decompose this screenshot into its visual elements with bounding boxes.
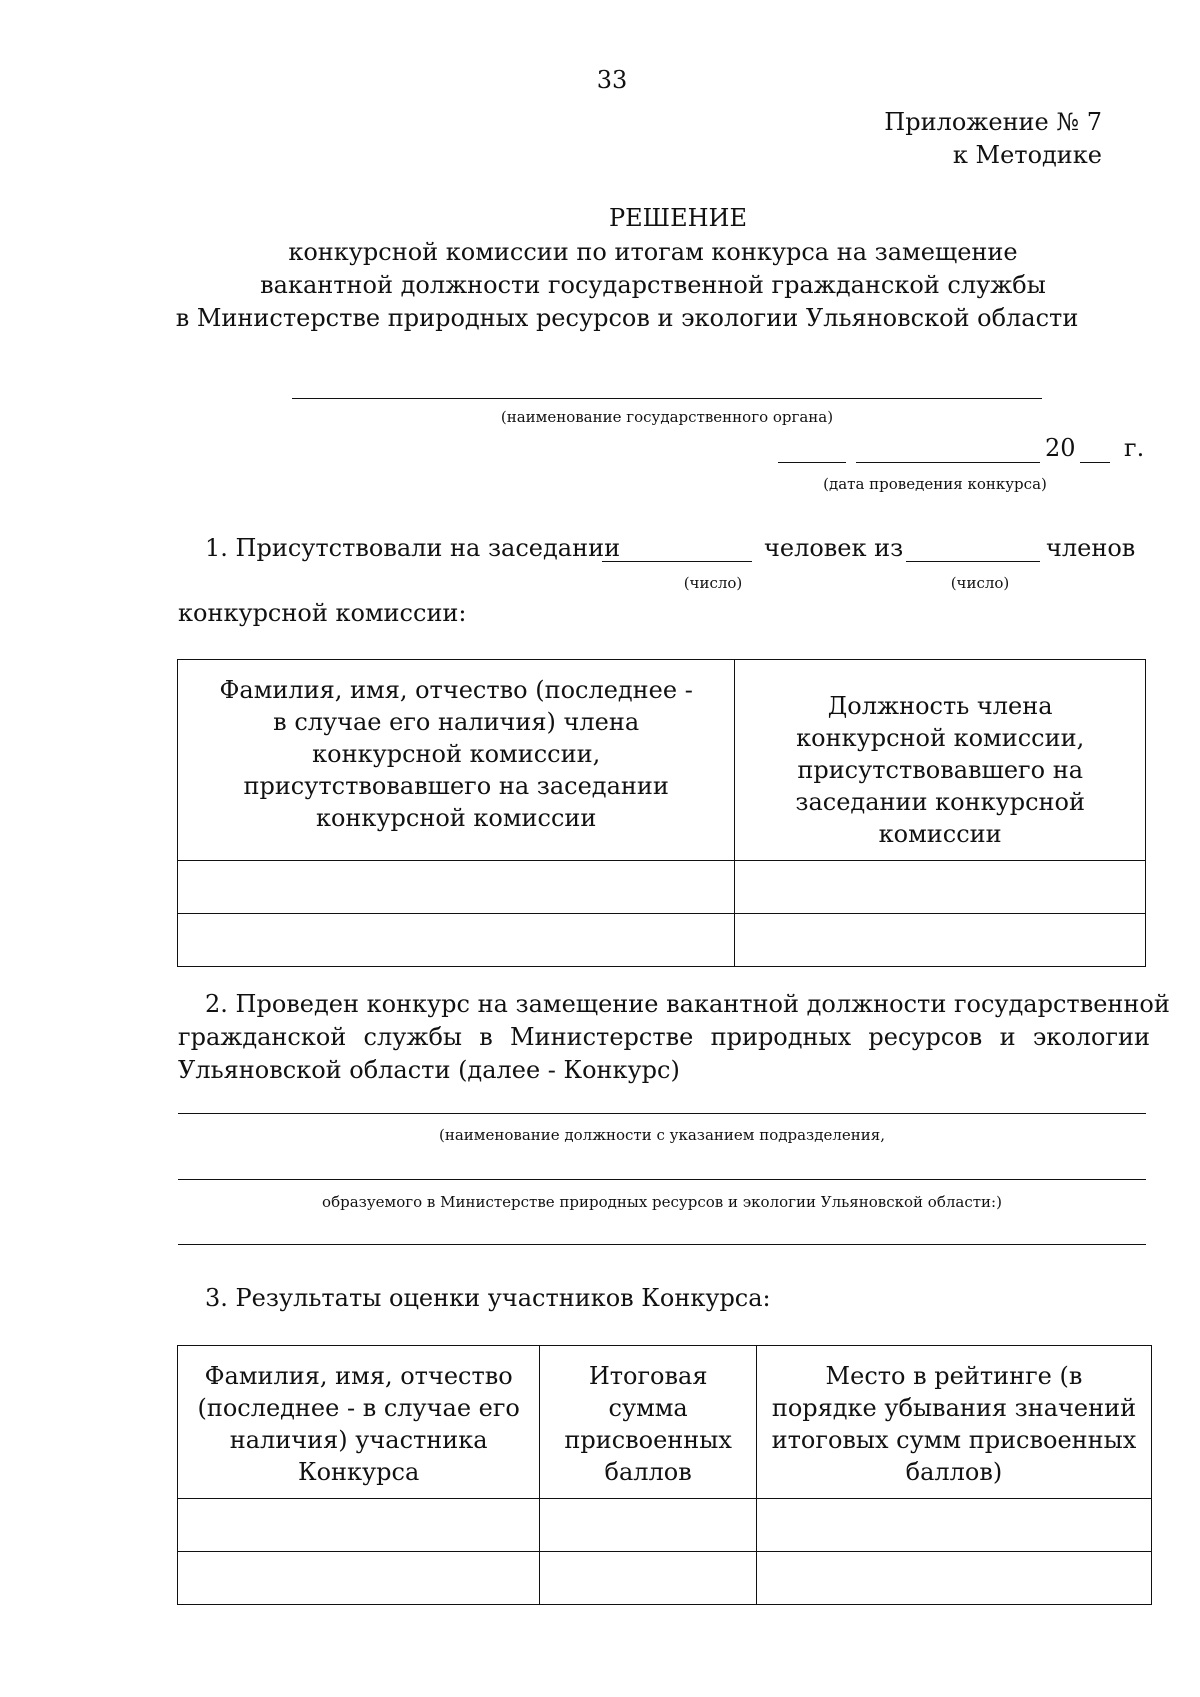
table-header-row	[178, 660, 1146, 861]
date-day-line	[778, 462, 846, 463]
table-cell[interactable]	[756, 1499, 1151, 1552]
table-cell[interactable]	[756, 1552, 1151, 1605]
table-cell[interactable]	[178, 1499, 540, 1552]
table-row	[178, 861, 1146, 914]
title-line-3: в Министерстве природных ресурсов и экологии Ульяновской области	[175, 304, 1079, 332]
document-title: РЕШЕНИЕ	[609, 204, 747, 232]
present-count-caption: (число)	[683, 574, 743, 592]
date-year-prefix: 20	[1045, 434, 1076, 462]
section2-line-2: гражданской службы в Министерстве природных ресурсов и экологии	[178, 1023, 1150, 1051]
title-line-1: конкурсной комиссии по итогам конкурса на замещение	[288, 238, 1018, 266]
section2-line-1: 2. Проведен конкурс на замещение вакантной должности государственной	[205, 990, 1170, 1018]
date-caption: (дата проведения конкурса)	[823, 475, 1047, 493]
date-month-line	[856, 462, 1040, 463]
position-name-line-1	[178, 1113, 1146, 1114]
table-header-cell	[178, 660, 735, 861]
table-cell[interactable]	[178, 1552, 540, 1605]
appendix-line-2: к Методике	[952, 141, 1102, 169]
appendix-line-1: Приложение № 7	[884, 108, 1102, 136]
table-cell[interactable]	[735, 861, 1146, 914]
table-cell[interactable]	[540, 1499, 757, 1552]
section1-text-b: человек из	[764, 534, 904, 562]
table-cell[interactable]	[735, 914, 1146, 967]
table-row	[178, 1499, 1152, 1552]
table-header-cell	[756, 1346, 1151, 1499]
table-header-row	[178, 1346, 1152, 1499]
position-caption-2: образуемого в Министерстве природных ресурсов и экологии Ульяновской области:)	[322, 1193, 1002, 1211]
section1-text-c: членов	[1046, 534, 1136, 562]
organ-caption: (наименование государственного органа)	[500, 408, 834, 426]
section1-text-a: 1. Присутствовали на заседании	[205, 534, 621, 562]
table-header-cell	[735, 660, 1146, 861]
header-total-score: Итоговая сумма присвоенных баллов	[564, 1362, 732, 1486]
table-row	[178, 914, 1146, 967]
header-member-name: Фамилия, имя, отчество (последнее - в случае его наличия) члена конкурсной комиссии, присутствовавшего на заседании конкурсной комиссии	[219, 676, 693, 832]
present-count-line	[602, 561, 752, 562]
section2-line-3: Ульяновской области (далее - Конкурс)	[178, 1056, 680, 1084]
position-name-line-2	[178, 1179, 1146, 1180]
table-cell[interactable]	[178, 861, 735, 914]
date-year-suffix: г.	[1124, 434, 1145, 462]
results-table	[177, 1345, 1152, 1605]
title-line-2: вакантной должности государственной гражданской службы	[260, 271, 1046, 299]
position-name-line-3	[178, 1244, 1146, 1245]
organ-name-line	[292, 398, 1042, 399]
position-caption-1: (наименование должности с указанием подразделения,	[439, 1126, 885, 1144]
header-member-position: Должность члена конкурсной комиссии, присутствовавшего на заседании конкурсной комиссии	[795, 692, 1085, 848]
table-row	[178, 1552, 1152, 1605]
section3-title: 3. Результаты оценки участников Конкурса:	[205, 1284, 771, 1312]
members-count-line	[906, 561, 1040, 562]
commission-members-table	[177, 659, 1146, 967]
page-number: 33	[596, 66, 628, 94]
section1-text-d: конкурсной комиссии:	[178, 599, 467, 627]
table-header-cell	[540, 1346, 757, 1499]
date-year-line	[1080, 462, 1110, 463]
table-header-cell	[178, 1346, 540, 1499]
members-count-caption: (число)	[950, 574, 1010, 592]
header-participant-name: Фамилия, имя, отчество (последнее - в случае его наличия) участника Конкурса	[197, 1362, 520, 1486]
table-cell[interactable]	[540, 1552, 757, 1605]
table-cell[interactable]	[178, 914, 735, 967]
header-rating-place: Место в рейтинге (в порядке убывания значений итоговых сумм присвоенных баллов)	[771, 1362, 1137, 1486]
